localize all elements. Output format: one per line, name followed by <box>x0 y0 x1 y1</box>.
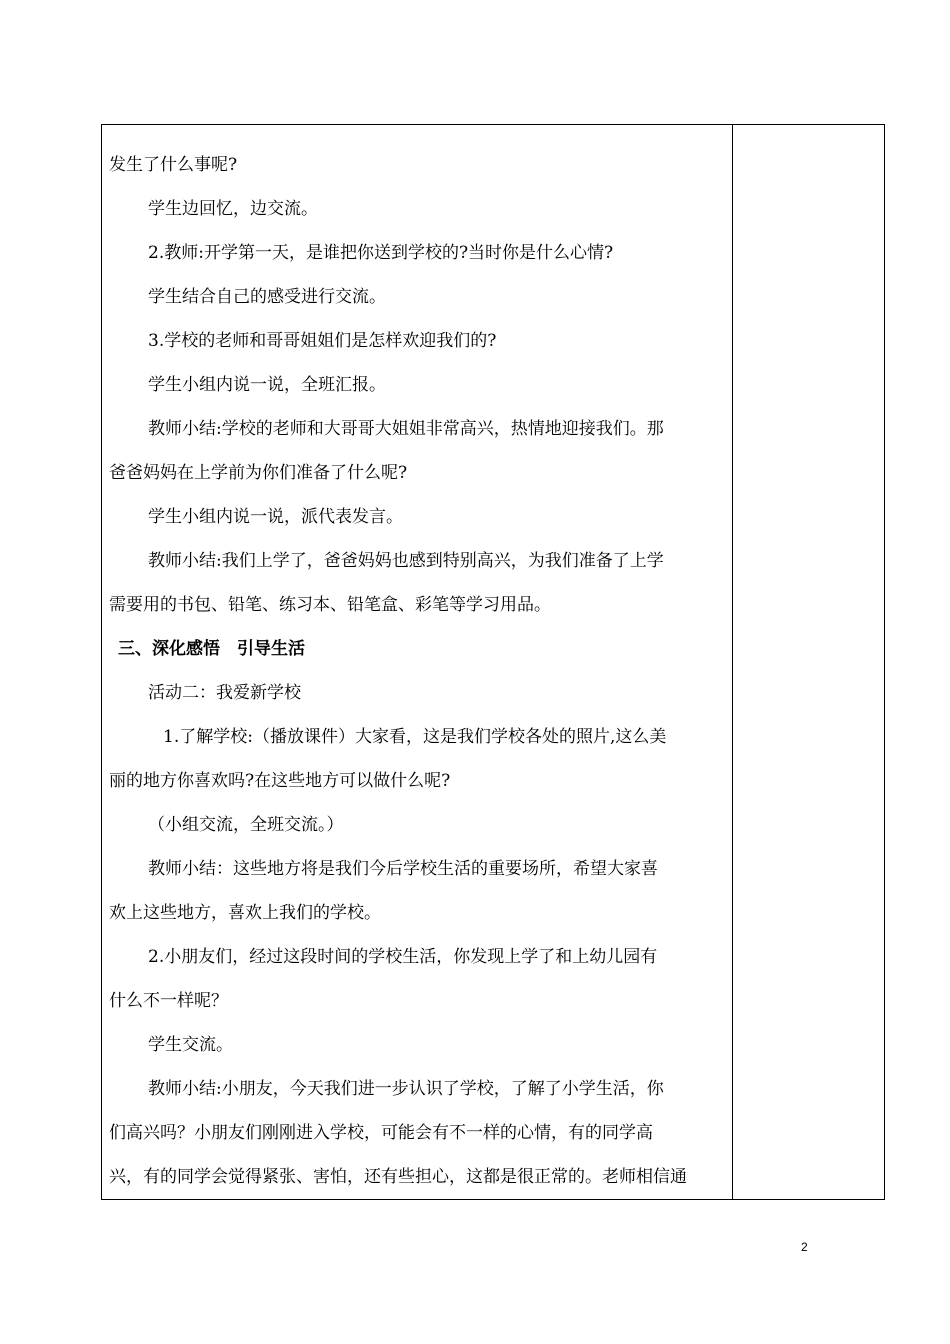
text-line: 学生小组内说一说，全班汇报。 <box>148 375 386 395</box>
page-number: 2 <box>801 1240 808 1254</box>
text-line: 2.教师:开学第一天，是谁把你送到学校的?当时你是什么心情? <box>148 243 614 263</box>
text-line: 需要用的书包、铅笔、练习本、铅笔盒、彩笔等学习用品。 <box>109 595 551 615</box>
text-line: 什么不一样呢？ <box>109 991 228 1011</box>
text-line: 丽的地方你喜欢吗?在这些地方可以做什么呢? <box>109 771 451 791</box>
text-line: 们高兴吗？小朋友们刚刚进入学校，可能会有不一样的心情，有的同学高 <box>109 1123 653 1143</box>
text-line: 活动二：我爱新学校 <box>148 683 301 703</box>
text-line: 学生小组内说一说，派代表发言。 <box>148 507 403 527</box>
text-line: 欢上这些地方，喜欢上我们的学校。 <box>109 903 381 923</box>
text-line: 教师小结:学校的老师和大哥哥大姐姐非常高兴，热情地迎接我们。那 <box>148 419 664 439</box>
text-line: 学生边回忆，边交流。 <box>148 199 318 219</box>
section-heading: 三、深化感悟 引导生活 <box>118 639 305 659</box>
column-divider <box>732 125 733 1199</box>
text-line: 3.学校的老师和哥哥姐姐们是怎样欢迎我们的? <box>148 331 497 351</box>
text-line: 学生交流。 <box>148 1035 233 1055</box>
text-line: 发生了什么事呢? <box>109 155 238 175</box>
text-line: 教师小结：这些地方将是我们今后学校生活的重要场所，希望大家喜 <box>148 859 658 879</box>
lesson-plan-table <box>101 124 885 1200</box>
text-line: 教师小结:小朋友，今天我们进一步认识了学校，了解了小学生活，你 <box>148 1079 664 1099</box>
text-line: 爸爸妈妈在上学前为你们准备了什么呢? <box>109 463 408 483</box>
text-line: 教师小结:我们上学了，爸爸妈妈也感到特别高兴，为我们准备了上学 <box>148 551 664 571</box>
text-line: （小组交流，全班交流。） <box>148 815 344 835</box>
text-line: 1.了解学校:（播放课件）大家看，这是我们学校各处的照片,这么美 <box>163 727 667 747</box>
text-line: 兴，有的同学会觉得紧张、害怕，还有些担心，这都是很正常的。老师相信通 <box>109 1167 687 1187</box>
lesson-content-cell <box>102 125 730 1199</box>
text-line: 学生结合自己的感受进行交流。 <box>148 287 386 307</box>
text-line: 2.小朋友们，经过这段时间的学校生活，你发现上学了和上幼儿园有 <box>148 947 658 967</box>
